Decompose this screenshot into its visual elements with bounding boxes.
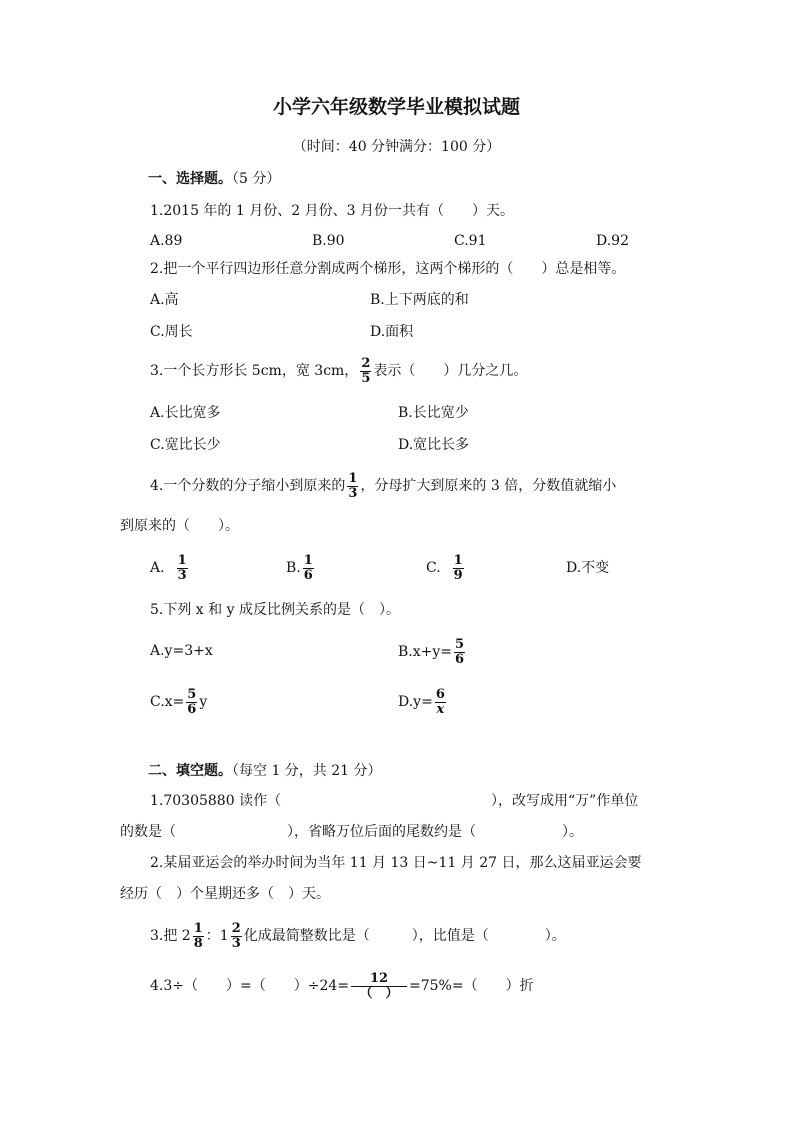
q1-4-stem-pre: 4.一个分数的分子缩小到原来的 bbox=[150, 478, 346, 494]
question-1-2-stem: 2.把一个平行四边形任意分割成两个梯形，这两个梯形的（ ）总是相等。 bbox=[150, 261, 626, 277]
exam-info: （时间：40 分钟满分：100 分） bbox=[292, 139, 501, 155]
fraction-denominator: 8 bbox=[193, 935, 203, 951]
fraction-2-3 bbox=[231, 922, 242, 950]
fill-q2-line1: 2.某届亚运会的举办时间为当年 11 月 13 日~11 月 27 日，那么这届亚运会要 bbox=[150, 855, 642, 871]
fraction bbox=[186, 688, 197, 716]
fraction-12-blank bbox=[351, 972, 407, 1000]
fraction-1-8 bbox=[193, 922, 204, 950]
fraction-numerator: 5 bbox=[455, 636, 465, 652]
fraction bbox=[453, 554, 464, 582]
question-1-1-stem: 1.2015 年的 1 月份、2 月份、3 月份一共有（ ）天。 bbox=[150, 203, 514, 219]
q1-3-option-b: B.长比宽少 bbox=[398, 405, 469, 421]
fraction-denominator: 6 bbox=[455, 651, 465, 667]
fill-q4-pre: 4.3÷（ ）=（ ）÷24= bbox=[150, 978, 350, 994]
fraction bbox=[177, 554, 188, 582]
q1-2-option-a: A.高 bbox=[150, 292, 179, 308]
section2-title: 二、填空题。 bbox=[148, 763, 232, 779]
fraction-numerator: 1 bbox=[177, 552, 187, 568]
fraction-denominator: 3 bbox=[177, 567, 187, 583]
q1-3-option-c: C.宽比长少 bbox=[150, 437, 221, 453]
fill-q1-line2-a: 的数是（ bbox=[120, 824, 176, 840]
fraction-denominator: 5 bbox=[361, 370, 371, 386]
q1-2-option-b: B.上下两底的和 bbox=[370, 292, 469, 308]
page-title: 小学六年级数学毕业模拟试题 bbox=[272, 96, 520, 118]
fill-q4-post: =75%=（ ）折 bbox=[409, 978, 534, 994]
fraction-denominator[interactable]: （ ） bbox=[359, 985, 399, 1001]
fraction-numerator: 1 bbox=[303, 552, 313, 568]
fill-q4 bbox=[150, 966, 534, 1006]
fill-q3-post-c: ）。 bbox=[544, 928, 566, 944]
q1-3-stem-pre: 3.一个长方形长 5cm，宽 3cm， bbox=[150, 363, 359, 379]
fill-q3 bbox=[150, 917, 566, 955]
fill-q1-part-a: 1.70305880 读作（ bbox=[150, 793, 282, 809]
q1-3-option-a: A.长比宽多 bbox=[150, 405, 221, 421]
fill-q1-line2-b: ），省略万位后面的尾数约是（ bbox=[287, 824, 476, 840]
q1-3-stem-post: 表示（ ）几分之几。 bbox=[373, 363, 528, 379]
q1-4-option-d: D.不变 bbox=[566, 560, 610, 576]
fill-q1-part-b: ），改写成用“万”作单位 bbox=[491, 793, 639, 809]
fraction bbox=[454, 638, 465, 666]
q1-5-option-a: A.y=3+x bbox=[150, 643, 213, 659]
option-text: B.x+y= bbox=[398, 644, 453, 660]
fill-q2-line2: 经历（ ）个星期还多（ ）天。 bbox=[120, 886, 330, 902]
q1-4-stem-post: ，分母扩大到原来的 3 倍，分数值就缩小 bbox=[360, 478, 617, 494]
fraction-numerator: 6 bbox=[435, 686, 445, 702]
q1-1-option-a: A.89 bbox=[150, 233, 183, 249]
question-1-5-stem: 5.下列 x 和 y 成反比例关系的是（ ）。 bbox=[150, 602, 400, 618]
fill-q3-colon: ：1 bbox=[205, 928, 229, 944]
question-1-4-stem bbox=[150, 467, 616, 505]
option-text: D.y= bbox=[398, 694, 433, 710]
fraction-denominator: x bbox=[436, 701, 445, 717]
fraction-numerator: 5 bbox=[187, 686, 197, 702]
option-label: C. bbox=[426, 560, 441, 576]
fraction bbox=[435, 688, 446, 716]
fraction-denominator: 6 bbox=[187, 701, 197, 717]
q1-3-option-d: D.宽比长多 bbox=[398, 437, 470, 453]
fraction-numerator: 1 bbox=[453, 552, 463, 568]
fraction-denominator: 3 bbox=[348, 485, 358, 501]
fraction bbox=[303, 554, 314, 582]
q1-4-option-b bbox=[286, 550, 316, 586]
option-text: C.x= bbox=[150, 694, 185, 710]
fraction-numerator: 2 bbox=[231, 920, 241, 936]
option-label: A. bbox=[150, 560, 165, 576]
fill-q3-post-a: 化成最简整数比是（ bbox=[243, 928, 370, 944]
option-text: y bbox=[199, 694, 208, 710]
q1-5-option-d bbox=[398, 683, 448, 721]
fraction-1-3 bbox=[347, 472, 358, 500]
q1-1-option-d: D.92 bbox=[596, 233, 629, 249]
fraction-denominator: 6 bbox=[303, 567, 313, 583]
q1-1-option-b: B.90 bbox=[312, 233, 345, 249]
fraction-numerator: 2 bbox=[361, 355, 371, 371]
fill-q1-line2-c: ）。 bbox=[562, 824, 583, 840]
fill-q3-post-b: ），比值是（ bbox=[411, 928, 489, 944]
q1-1-option-c: C.91 bbox=[454, 233, 487, 249]
q1-4-option-a bbox=[150, 550, 190, 586]
question-1-3-stem bbox=[150, 353, 527, 389]
fraction-denominator: 3 bbox=[231, 935, 241, 951]
q1-2-option-c: C.周长 bbox=[150, 324, 193, 340]
section1-heading bbox=[148, 172, 280, 186]
fraction-numerator: 12 bbox=[369, 970, 389, 986]
fraction-numerator: 1 bbox=[193, 920, 203, 936]
q1-4-stem-line2: 到原来的（ ）。 bbox=[120, 518, 239, 534]
q1-4-option-c bbox=[426, 550, 466, 586]
q1-5-option-c bbox=[150, 683, 207, 721]
q1-5-option-b bbox=[398, 633, 467, 671]
fraction-2-5 bbox=[360, 357, 371, 385]
fill-q3-pre: 3.把 2 bbox=[150, 928, 191, 944]
fraction-numerator: 1 bbox=[348, 470, 358, 486]
section2-heading bbox=[148, 764, 382, 778]
option-label: B. bbox=[286, 560, 301, 576]
q1-2-option-d: D.面积 bbox=[370, 324, 414, 340]
fraction-denominator: 9 bbox=[453, 567, 463, 583]
section1-score: （5 分） bbox=[232, 171, 281, 187]
section1-title: 一、选择题。 bbox=[148, 171, 232, 187]
section2-score: （每空 1 分，共 21 分） bbox=[232, 763, 382, 779]
